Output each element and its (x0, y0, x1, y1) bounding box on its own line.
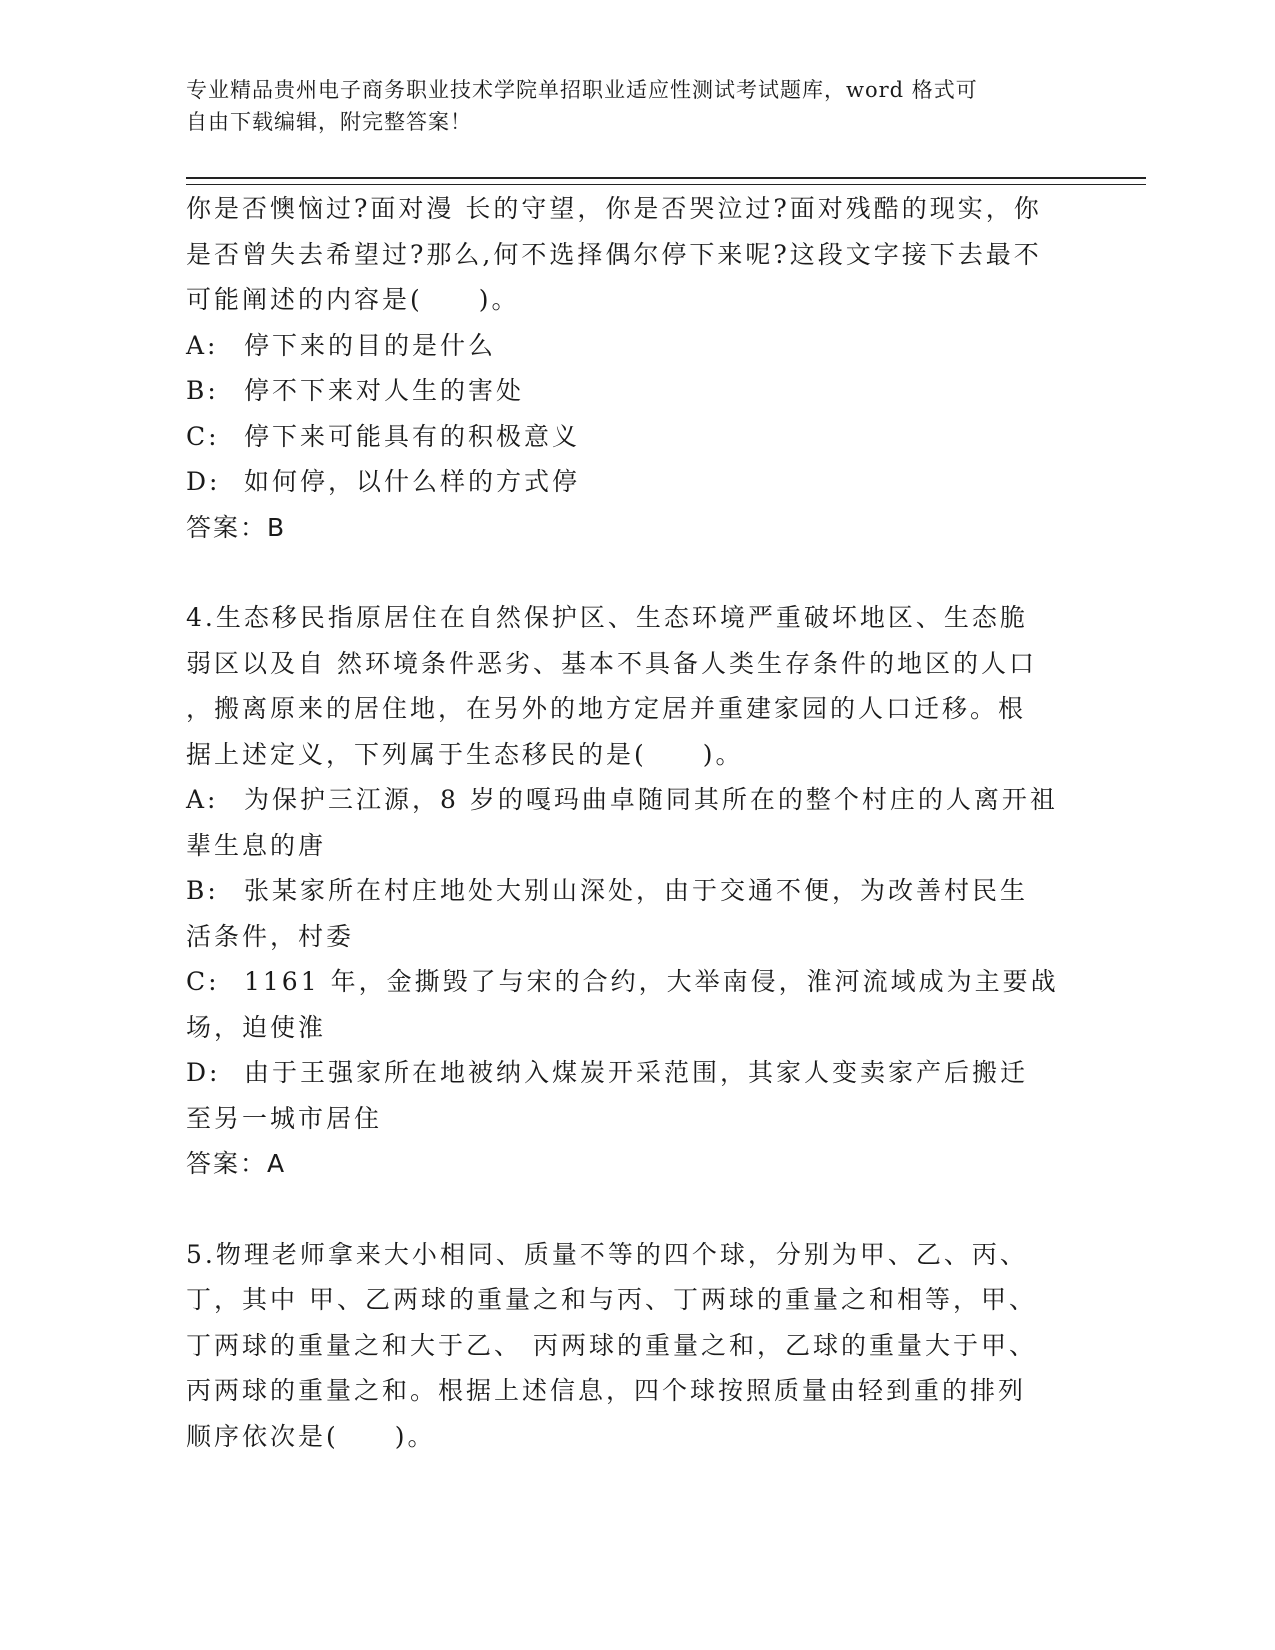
question-3-text-line-1: 你是否懊恼过?面对漫 长的守望，你是否哭泣过?面对残酷的现实，你 (186, 194, 1042, 223)
option-text-continued: 场，迫使淮 (186, 1012, 327, 1042)
option-letter: C: (186, 967, 220, 996)
question-4-text-line-1: 4.生态移民指原居住在自然保护区、生态环境严重破坏地区、生态脆 (186, 603, 1028, 632)
question-4-text-line-4: 据上述定义，下列属于生态移民的是( )。 (186, 739, 744, 769)
option-letter: C: (186, 421, 220, 451)
header-line-2: 自由下载编辑，附完整答案！ (186, 110, 472, 134)
question-4-option-d (186, 1050, 1086, 1141)
option-letter: A: (186, 785, 219, 814)
question-5-text-line-2: 丁，其中 甲、乙两球的重量之和与丙、丁两球的重量之和相等，甲、 (186, 1285, 1037, 1314)
question-4-text-line-2: 弱区以及自 然环境条件恶劣、基本不具备人类生存条件的地区的人口 (186, 648, 1037, 678)
header-line-1: 专业精品贵州电子商务职业技术学院单招职业适应性测试考试题库，word 格式可 (186, 78, 978, 102)
spacer (186, 1187, 1086, 1232)
question-5-text-line-4: 丙两球的重量之和。根据上述信息，四个球按照质量由轻到重的排列 (186, 1376, 1027, 1405)
question-4 (186, 595, 1086, 1187)
header-divider-thick (186, 177, 1146, 179)
option-text-continued: 活条件，村委 (186, 921, 355, 951)
question-5-text-line-3: 丁两球的重量之和大于乙、 丙两球的重量之和，乙球的重量大于甲、 (186, 1330, 1037, 1360)
option-letter: B: (186, 876, 219, 905)
option-text-continued: 至另一城市居住 (186, 1103, 383, 1133)
option-text: 张某家所在村庄地处大别山深处，由于交通不便，为改善村民生 (244, 876, 1029, 905)
option-letter: D: (186, 467, 221, 496)
question-3-answer: 答案：B (186, 512, 287, 542)
option-letter: A: (186, 330, 219, 360)
question-4-option-c (186, 959, 1086, 1050)
question-3-option-c (186, 414, 1086, 460)
question-5-text-line-1: 5.物理老师拿来大小相同、质量不等的四个球，分别为甲、乙、丙、 (186, 1239, 1028, 1269)
option-text: 为保护三江源，8 岁的嘎玛曲卓随同其所在的整个村庄的人离开祖 (244, 785, 1058, 814)
question-3-option-b (186, 368, 1086, 414)
question-3 (186, 186, 1086, 550)
document-body (186, 186, 1086, 1459)
option-text: 停不下来对人生的害处 (244, 376, 525, 405)
option-text: 1161 年，金撕毁了与宋的合约，大举南侵，淮河流域成为主要战 (244, 967, 1059, 996)
question-5-text-line-5: 顺序依次是( )。 (186, 1421, 436, 1451)
question-3-option-d (186, 459, 1086, 505)
option-text-continued: 辈生息的唐 (186, 830, 327, 860)
option-letter: B: (186, 376, 219, 405)
spacer (186, 550, 1086, 595)
document-header (186, 74, 1066, 138)
option-text: 由于王强家所在地被纳入煤炭开采范围，其家人变卖家产后搬迁 (244, 1058, 1029, 1087)
question-3-text-line-3: 可能阐述的内容是( )。 (186, 285, 520, 314)
question-4-text-line-3: ，搬离原来的居住地，在另外的地方定居并重建家园的人口迁移。根 (186, 694, 1027, 723)
question-3-option-a (186, 323, 1086, 369)
question-3-text-line-2: 是否曾失去希望过?那么,何不选择偶尔停下来呢?这段文字接下去最不 (186, 239, 1042, 269)
question-5 (186, 1232, 1086, 1460)
question-4-answer: 答案：A (186, 1149, 287, 1178)
option-letter: D: (186, 1058, 221, 1087)
question-4-option-b (186, 868, 1086, 959)
question-4-option-a (186, 777, 1086, 868)
option-text: 停下来可能具有的积极意义 (244, 421, 581, 451)
option-text: 停下来的目的是什么 (244, 330, 497, 360)
header-divider-thin (186, 184, 1146, 185)
option-text: 如何停，以什么样的方式停 (244, 467, 581, 496)
